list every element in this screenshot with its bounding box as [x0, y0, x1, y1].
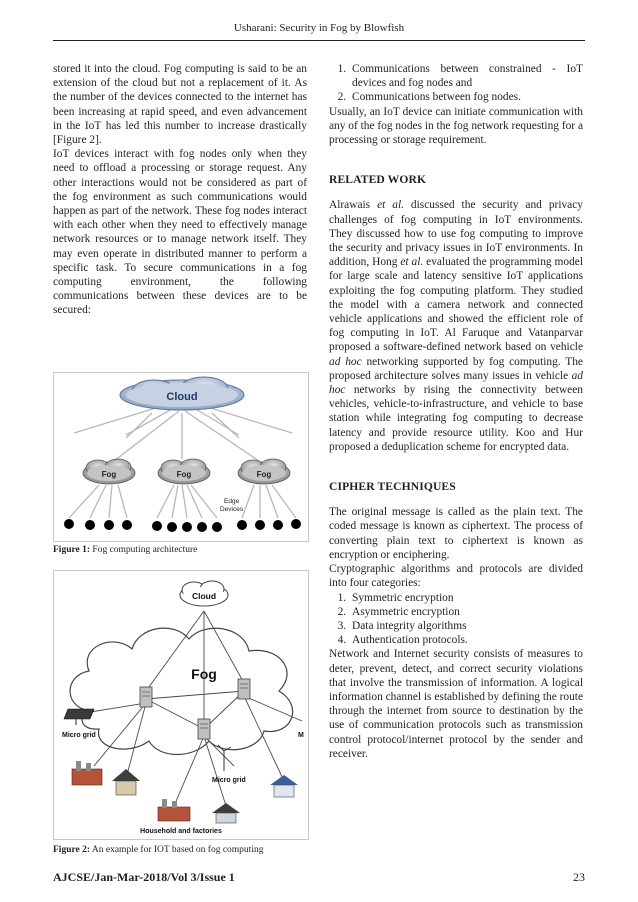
related-work-paragraph: Alrawais et al. discussed the security and privacy challenges of fog computing in IoT environments. They discussed how to use fog computing to improve the security and privacy issues in IoT environments. In addition, Hong et al. evaluated the programming model for large scale and latency sensitive IoT applications exploiting the fog computing platform. They studied the model with a camera network and connected vehicle applications and showed the efficient role of fog computing in IoT. Al Faruque and Vatanparvar proposed a software-defined network based on vehicle ad hoc networking supported by fog computing. The proposed architecture solves many issues in vehicle ad hoc networks by rising the connectivity between vehicles, vehicle-to-infrastructure, and vehicle to base station while integrating fog computing to decrease latency and provide resource utility. Koo and Hur proposed a deduplication scheme for encrypted data.	[329, 199, 584, 453]
running-header: Usharani: Security in Fog by Blowfish	[233, 22, 405, 34]
figure-2-server-icon-left	[140, 687, 152, 707]
figure-2-server-icon-right	[238, 679, 250, 699]
left-column	[53, 62, 307, 318]
list-item: 1. Symmetric encryption	[349, 591, 583, 605]
figure-2-house-icon-left	[112, 769, 140, 795]
cipher-paragraph-1: The original message is called as the plain text. The coded message is known as ciphertext. The process of converting plain text to ciphertext is known as encryption or enciphering.	[329, 506, 583, 561]
figure-2	[53, 570, 309, 840]
figure-1-edge-device-icons	[64, 519, 301, 532]
header-rule	[53, 40, 585, 41]
communication-list	[329, 62, 583, 105]
list-item: 1. Communications between constrained - IoT devices and fog nodes and	[349, 62, 583, 90]
figure-2-diagram	[54, 571, 308, 839]
related-work-heading: RELATED WORK	[329, 173, 427, 187]
figure-2-factory-icon-center	[158, 799, 190, 821]
list-item: 2. Asymmetric encryption	[349, 605, 583, 619]
figure-2-cloud-label: Cloud	[191, 591, 217, 601]
figure-1-caption-label: Figure 1:	[53, 545, 91, 555]
figure-2-micro-grid-left: Micro grid	[62, 732, 96, 739]
figure-1-cloud-label: Cloud	[166, 391, 198, 403]
list-item: 3. Data integrity algorithms	[349, 619, 583, 633]
figure-2-house-icon-center	[212, 803, 240, 823]
cipher-techniques-heading: CIPHER TECHNIQUES	[329, 480, 456, 494]
figure-2-caption	[53, 845, 307, 855]
figure-2-fog-cloud-outline	[70, 628, 293, 754]
left-paragraph-1: stored it into the cloud. Fog computing is said to be an extension of the cloud but not a replacement of it. As the number of the devices connected to the internet has been increasing at rapid speed, and even advancement in the IoT has led this number to increase drastically [Figure 2].	[53, 63, 307, 147]
figure-1-fog-label-right: Fog	[256, 470, 272, 479]
cipher-paragraph-2: Cryptographic algorithms and protocols are divided into four categories:	[329, 563, 583, 590]
figure-1-caption	[53, 545, 307, 555]
figure-1-diagram	[54, 373, 308, 541]
figure-1	[53, 372, 309, 542]
figure-2-micro-grid-center: Micro grid	[212, 777, 246, 784]
figure-1-fog-label-center: Fog	[176, 470, 192, 479]
figure-2-right-label: M	[298, 732, 304, 739]
list-item: 2. Communications between fog nodes.	[349, 90, 583, 104]
figure-2-factory-icon-left	[72, 761, 102, 785]
figure-2-house-icon-right	[270, 775, 298, 797]
figure-1-edge-label-1: Edge	[224, 498, 240, 505]
cipher-paragraph-3: Network and Internet security consists of measures to deter, prevent, detect, and correct security violations that involve the transmission of information. A logical information channel is established by defining the route through the internet from source to destination by the use of communication protocols such as transmission control protocol/internet protocol by the sender and receiver.	[329, 648, 584, 760]
figure-2-caption-label: Figure 2:	[53, 845, 91, 855]
footer-page-number: 23	[573, 870, 585, 884]
figure-1-fog-label-left: Fog	[101, 470, 117, 479]
figure-2-server-icon-center	[198, 719, 210, 739]
figure-2-fog-label: Fog	[191, 666, 217, 682]
figure-2-caption-text: An example for IOT based on fog computing	[91, 845, 264, 855]
figure-1-edge-label-2: Devices	[220, 506, 244, 513]
right-column	[329, 62, 583, 761]
footer-journal: AJCSE/Jan-Mar-2018/Vol 3/Issue 1	[53, 870, 235, 884]
figure-1-caption-text: Fog computing architecture	[92, 545, 198, 555]
list-item: 4. Authentication protocols.	[349, 633, 583, 647]
figure-2-bottom-label: Household and factories	[140, 828, 222, 835]
right-paragraph-intro: Usually, an IoT device can initiate communication with any of the fog nodes in the fog network requesting for a processing or storage requirement.	[329, 105, 584, 147]
left-paragraph-2: IoT devices interact with fog nodes only when they need to offload a processing or storage request. Any other interactions would not be considered as part of the fog environment as such communications would happen as part of the network. These fog nodes interact with each other when they need to effectively manage network resources or to manage network itself. They may even operate in distributed manner to perform a specific task. To secure communications in a fog computing environment, the following communications between these devices are to be secured:	[53, 148, 307, 317]
cipher-category-list	[329, 591, 583, 648]
